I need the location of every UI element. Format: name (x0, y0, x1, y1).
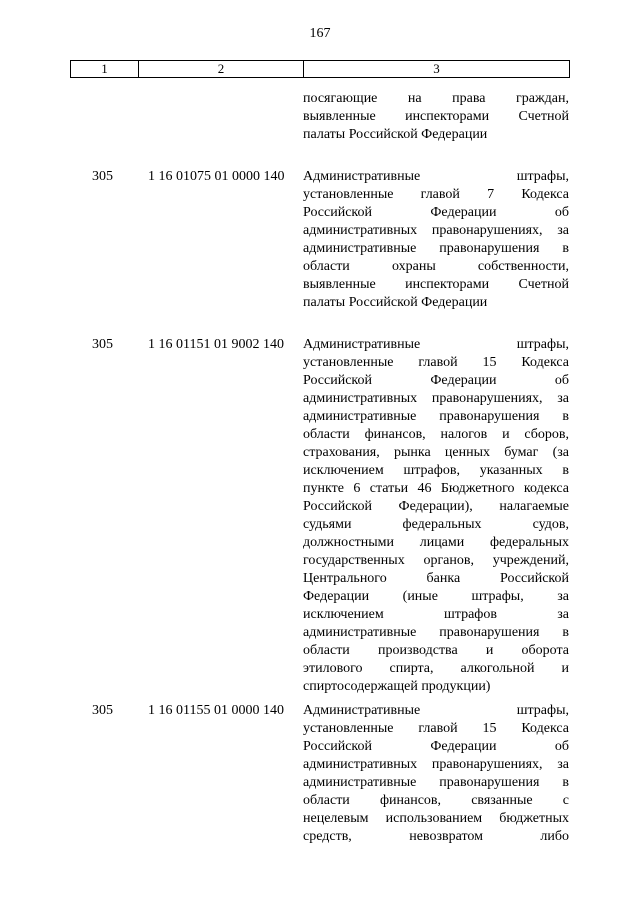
description-line: этилового спирта, алкогольной и (303, 661, 569, 676)
description-line: установленные главой 7 Кодекса (303, 187, 569, 202)
description-line: области финансов, налогов и сборов, (303, 427, 569, 442)
description-line: спиртосодержащей продукции) (303, 679, 491, 694)
description-line: страхования, рынка ценных бумаг (за (303, 445, 569, 460)
description-line: Центрального банка Российской (303, 571, 569, 586)
description-line: государственных органов, учреждений, (303, 553, 569, 568)
description-line: палаты Российской Федерации (303, 295, 488, 310)
description-line: административных правонарушениях, за (303, 223, 569, 238)
admin-code: 305 (92, 337, 113, 352)
description-line: Российской Федерации об (303, 739, 569, 754)
header-col-2: 2 (139, 61, 304, 77)
budget-classification-code: 1 16 01075 01 0000 140 (148, 169, 285, 184)
row-description (303, 702, 569, 846)
header-col-3: 3 (433, 61, 440, 76)
header-col-1: 1 (71, 61, 139, 77)
description-line: посягающие на права граждан, (303, 91, 569, 106)
table-row (0, 90, 640, 168)
description-line: административных правонарушениях, за (303, 391, 569, 406)
row-description (303, 90, 569, 144)
description-line: установленные главой 15 Кодекса (303, 355, 569, 370)
description-line: Федерации (иные штрафы, за (303, 589, 569, 604)
description-line: Административные штрафы, (303, 337, 569, 352)
table-row (0, 168, 640, 336)
description-line: административных правонарушениях, за (303, 757, 569, 772)
row-description (303, 336, 569, 696)
table-body (0, 90, 640, 852)
description-line: области охраны собственности, (303, 259, 569, 274)
admin-code: 305 (92, 169, 113, 184)
admin-code: 305 (92, 703, 113, 718)
description-line: административные правонарушения в (303, 775, 569, 790)
description-line: судьями федеральных судов, (303, 517, 569, 532)
description-line: исключением штрафов за (303, 607, 569, 622)
description-line: нецелевым использованием бюджетных (303, 811, 569, 826)
description-line: Российской Федерации об (303, 205, 569, 220)
description-line: Административные штрафы, (303, 169, 569, 184)
budget-classification-code: 1 16 01151 01 9002 140 (148, 337, 284, 352)
description-line: административные правонарушения в (303, 409, 569, 424)
description-line: административные правонарушения в (303, 625, 569, 640)
description-line: выявленные инспекторами Счетной (303, 109, 569, 124)
description-line: установленные главой 15 Кодекса (303, 721, 569, 736)
description-line: средств, невозвратом либо (303, 829, 569, 844)
description-line: области финансов, связанные с (303, 793, 569, 808)
description-line: Административные штрафы, (303, 703, 569, 718)
description-line: палаты Российской Федерации (303, 127, 488, 142)
table-row (0, 336, 640, 702)
page-number: 167 (309, 26, 331, 41)
table-row (0, 702, 640, 852)
description-line: исключением штрафов, указанных в (303, 463, 569, 478)
description-line: Российской Федерации об (303, 373, 569, 388)
description-line: пункте 6 статьи 46 Бюджетного кодекса (303, 481, 569, 496)
budget-classification-code: 1 16 01155 01 0000 140 (148, 703, 284, 718)
description-line: выявленные инспекторами Счетной (303, 277, 569, 292)
description-line: Российской Федерации), налагаемые (303, 499, 569, 514)
row-description (303, 168, 569, 312)
description-line: должностными лицами федеральных (303, 535, 569, 550)
description-line: административные правонарушения в (303, 241, 569, 256)
description-line: области производства и оборота (303, 643, 569, 658)
table-header (70, 60, 570, 78)
